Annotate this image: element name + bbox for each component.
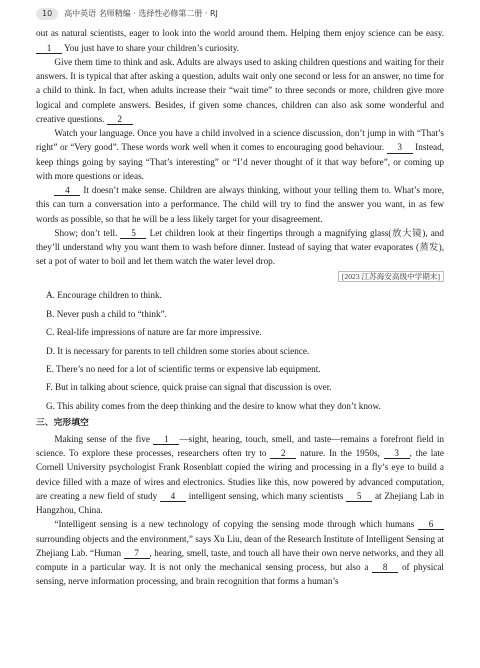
option-a[interactable]: A. Encourage children to think. — [46, 290, 162, 301]
text: Watch your language. Once you have a child involved in a science discussion, don’t jump in with “That’s right” or “Very good”. These words work well when it comes to encouraging good behaviour. — [36, 128, 444, 153]
text: Let children look at their fingertips through a magnifying glass(放大镜), and they’ll understand why you want them to wash before dinner. Instead of saying that water evaporates (蒸发), set a pot of water to boil and let them watch the water level drop. — [36, 227, 444, 267]
text: , hearing, smell, taste, and touch all have their own nerve networks, and they all compute in a particular way. It is not only the mechanical sensing process, but also a — [36, 547, 444, 573]
cloze-blank-8[interactable]: 8 — [372, 562, 398, 573]
book-title: 高中英语 名师精编 · 选择性必修第二册 · RJ — [64, 9, 218, 18]
passage1-paragraph-5 — [36, 226, 444, 269]
section-title: 三、完形填空 — [36, 418, 89, 429]
source-note — [36, 271, 444, 283]
option-c[interactable]: C. Real-life impressions of nature are far more impressive. — [46, 327, 262, 338]
text: “Intelligent sensing is a new technology of copying the sensing mode through which humans — [54, 519, 418, 530]
cloze-blank-6[interactable]: 6 — [418, 519, 444, 530]
text: out as natural scientists, eager to look into the world around them. Helping them enjoy science can be easy. — [36, 28, 444, 39]
text: You just have to share your children’s curiosity. — [62, 42, 240, 53]
text: of physical sensing, nerve information processing, and brain recognition that forms a human’s — [36, 562, 444, 587]
option-g[interactable]: G. This ability comes from the deep thinking and the desire to know what they don’t know. — [46, 400, 381, 411]
answer-blank-2[interactable]: 2 — [107, 114, 133, 125]
text: —sight, hearing, touch, smell, and taste—remains a forefront field in science. To explore these processes, researchers often try to — [36, 433, 444, 459]
text: Instead, keep things going by saying “That’s interesting” or “I’d never thought of it that way before”, or coming up with more questions or ideas. — [36, 142, 445, 181]
passage1-paragraph-4 — [36, 183, 444, 226]
option-d[interactable]: D. It is necessary for parents to tell children some stories about science. — [46, 345, 310, 356]
answer-blank-1[interactable]: 1 — [36, 43, 62, 54]
passage1-paragraph-2 — [36, 55, 444, 126]
text: , the late Cornell University psychologist Frank Rosenblatt copied the wiring and processing in a fly’s eye to build a device filled with a maze of wires and electronics. Studies like this, now powered by advanced computation, are creating a new field of study — [36, 448, 444, 501]
passage2-paragraph-2 — [36, 517, 444, 588]
answer-blank-3[interactable]: 3 — [387, 142, 413, 153]
text: nature. In the 1950s, — [296, 448, 384, 459]
page-header — [36, 8, 444, 20]
text: intelligent sensing, which many scientists — [185, 490, 347, 501]
cloze-blank-2[interactable]: 2 — [270, 448, 296, 459]
options-list — [46, 286, 444, 415]
passage2-paragraph-1 — [36, 432, 444, 518]
text: Give them time to think and ask. Adults are always used to asking children questions and waiting for their answers. It is typical that after asking a question, adults wait only one second or less for an answer, no time for a child to think. In fact, when adults increase their “wait time” to three seconds or more, children give more logical and complete answers. Besides, if given some chances, children can also ask some wonderful and creative questions. — [36, 56, 445, 124]
cloze-blank-5[interactable]: 5 — [346, 491, 372, 502]
answer-blank-5[interactable]: 5 — [120, 228, 146, 239]
cloze-blank-7[interactable]: 7 — [124, 548, 150, 559]
text: surrounding objects and the environment,” says Xu Liu, dean of the Research Institute of Intelligent Sensing at Zhejiang Lab. “Human — [36, 533, 444, 558]
text: It doesn’t make sense. Children are always thinking, without your telling them to. What’s more, this can turn a conversation into a performance. The child will try to find the answer you want, in as few words as possible, so that he will be a less likely target for your disagreement. — [36, 185, 444, 224]
passage1-paragraph-1 — [36, 26, 444, 55]
option-b[interactable]: B. Never push a child to “think”. — [46, 308, 167, 319]
option-e[interactable]: E. There’s no need for a lot of scientific terms or expensive lab equipment. — [46, 364, 321, 375]
answer-blank-4[interactable]: 4 — [54, 185, 80, 196]
source-text: [2023 江苏海安高级中学期末] — [338, 271, 444, 282]
text: Making sense of the five — [54, 433, 154, 444]
cloze-blank-4[interactable]: 4 — [160, 491, 186, 502]
cloze-blank-1[interactable]: 1 — [153, 434, 179, 445]
passage1-paragraph-3 — [36, 126, 444, 183]
text: at Zhejiang Lab in Hangzhou, China. — [36, 490, 444, 516]
page-number: 10 — [36, 8, 58, 20]
text: Show; don’t tell. — [54, 227, 121, 238]
option-f[interactable]: F. But in talking about science, quick praise can signal that discussion is over. — [46, 382, 332, 393]
cloze-blank-3[interactable]: 3 — [384, 448, 410, 459]
